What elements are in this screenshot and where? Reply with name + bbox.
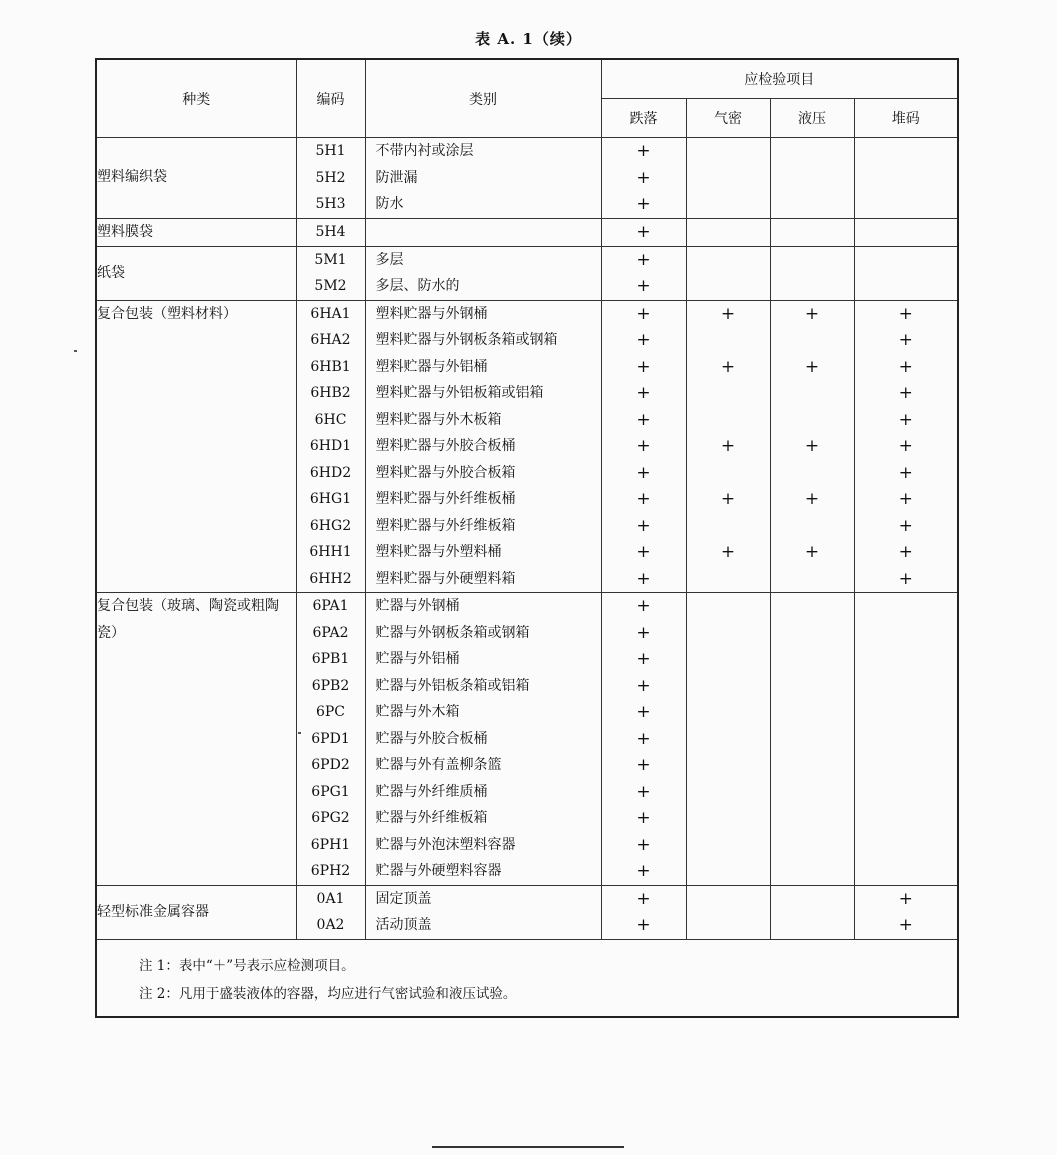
code-value: 0A1 bbox=[316, 890, 345, 907]
test-mark bbox=[855, 593, 958, 620]
kind-cell: 复合包装（玻璃、陶瓷或粗陶瓷） bbox=[96, 593, 296, 886]
group-row bbox=[96, 246, 958, 300]
test-mark bbox=[771, 327, 854, 354]
test-hydraulic-cell bbox=[770, 885, 854, 939]
category-value: 贮器与外钢桶 bbox=[375, 598, 460, 614]
group-row bbox=[96, 593, 958, 886]
test-mark bbox=[687, 380, 770, 407]
category-value: 塑料贮器与外纤维板桶 bbox=[375, 491, 516, 507]
code-cell bbox=[296, 246, 365, 300]
test-mark: + bbox=[636, 249, 651, 270]
test-mark bbox=[855, 832, 958, 859]
test-mark bbox=[771, 912, 854, 939]
test-mark: + bbox=[636, 462, 651, 483]
test-mark bbox=[687, 407, 770, 434]
category-value: 塑料贮器与外纤维板箱 bbox=[375, 517, 516, 534]
test-mark: + bbox=[636, 167, 651, 188]
code-value: 6PB1 bbox=[311, 651, 350, 667]
category-value bbox=[366, 219, 601, 246]
code-cell bbox=[296, 218, 365, 246]
test-mark: + bbox=[636, 436, 651, 456]
code-value: 6HD1 bbox=[309, 438, 352, 454]
test-mark bbox=[855, 138, 958, 165]
test-mark bbox=[855, 752, 958, 779]
category-value: 塑料贮器与外胶合板箱 bbox=[375, 464, 516, 481]
category-value: 多层、防水的 bbox=[375, 278, 460, 294]
test-drop-cell bbox=[601, 218, 686, 246]
table-title: 表 A. 1（续） bbox=[475, 30, 582, 48]
test-mark: + bbox=[804, 542, 820, 562]
test-mark bbox=[855, 726, 958, 753]
test-mark: + bbox=[898, 489, 913, 509]
test-mark bbox=[687, 566, 770, 593]
test-mark bbox=[687, 273, 770, 300]
test-mark bbox=[771, 593, 854, 620]
test-mark: + bbox=[898, 330, 913, 350]
header-category: 类别 bbox=[365, 59, 601, 138]
test-drop-cell bbox=[601, 246, 686, 300]
code-value: 6PD2 bbox=[311, 757, 350, 773]
code-cell bbox=[296, 885, 365, 939]
kind-cell: 塑料编织袋 bbox=[96, 138, 296, 219]
test-mark bbox=[771, 858, 854, 885]
category-value: 防泄漏 bbox=[375, 169, 418, 186]
test-mark bbox=[855, 646, 958, 673]
test-mark: + bbox=[636, 702, 651, 722]
table-body bbox=[96, 138, 958, 940]
test-mark: + bbox=[636, 888, 651, 909]
test-mark bbox=[687, 726, 770, 753]
test-mark bbox=[771, 673, 854, 700]
test-mark bbox=[855, 805, 958, 832]
category-value: 贮器与外木箱 bbox=[375, 704, 460, 720]
test-airtight-cell bbox=[686, 138, 770, 219]
test-stacking-cell bbox=[854, 885, 958, 939]
test-mark: + bbox=[636, 356, 651, 377]
category-value: 防水 bbox=[375, 196, 404, 212]
test-mark bbox=[855, 673, 958, 700]
code-value: 6HB1 bbox=[310, 358, 351, 375]
kind-cell: 复合包装（塑料材料） bbox=[96, 300, 296, 593]
kind-cell: 纸袋 bbox=[96, 246, 296, 300]
test-mark bbox=[687, 805, 770, 832]
code-value: 6HC bbox=[314, 411, 347, 428]
test-mark: + bbox=[720, 356, 736, 377]
test-mark bbox=[771, 460, 854, 487]
test-mark bbox=[771, 191, 854, 218]
test-mark: + bbox=[898, 436, 913, 456]
test-mark bbox=[687, 327, 770, 354]
test-mark bbox=[855, 273, 958, 300]
category-value: 固定顶盖 bbox=[375, 890, 432, 907]
test-mark bbox=[771, 646, 854, 673]
test-mark bbox=[771, 620, 854, 647]
test-mark bbox=[687, 646, 770, 673]
group-row bbox=[96, 218, 958, 246]
category-value: 多层 bbox=[375, 251, 404, 268]
test-drop-cell bbox=[601, 593, 686, 886]
code-value: 6HB2 bbox=[310, 385, 351, 401]
test-mark bbox=[855, 165, 958, 192]
test-mark: + bbox=[898, 515, 913, 536]
test-mark: + bbox=[804, 436, 820, 456]
code-value: 6PD1 bbox=[311, 730, 350, 747]
note-2: 注 2：凡用于盛装液体的容器，均应进行气密试验和液压试验。 bbox=[139, 985, 517, 1002]
test-drop-cell bbox=[601, 138, 686, 219]
code-value: 5H3 bbox=[315, 196, 346, 212]
test-mark: + bbox=[898, 915, 913, 935]
test-airtight-cell bbox=[686, 246, 770, 300]
test-mark: + bbox=[898, 383, 913, 403]
test-mark bbox=[687, 165, 770, 192]
header-test-hydraulic: 液压 bbox=[770, 99, 854, 138]
category-value: 贮器与外有盖柳条篮 bbox=[375, 757, 502, 773]
test-mark: + bbox=[804, 303, 820, 324]
header-tests-group: 应检验项目 bbox=[601, 59, 958, 99]
code-cell bbox=[296, 593, 365, 886]
test-mark: + bbox=[636, 675, 651, 696]
category-value: 贮器与外铝板条箱或铝箱 bbox=[375, 677, 530, 694]
test-mark bbox=[687, 219, 770, 246]
kind-cell: 轻型标准金属容器 bbox=[96, 885, 296, 939]
test-mark: + bbox=[636, 755, 651, 775]
test-airtight-cell bbox=[686, 218, 770, 246]
test-mark: + bbox=[636, 489, 651, 509]
test-mark: + bbox=[636, 409, 651, 430]
test-mark: + bbox=[720, 436, 736, 456]
code-value: 6PG2 bbox=[311, 810, 350, 826]
test-mark: + bbox=[804, 356, 820, 377]
test-mark: + bbox=[636, 568, 651, 589]
test-mark: + bbox=[636, 515, 651, 536]
test-drop-cell bbox=[601, 300, 686, 593]
test-mark bbox=[855, 699, 958, 726]
code-value: 0A2 bbox=[316, 917, 345, 933]
test-mark bbox=[687, 620, 770, 647]
test-mark bbox=[687, 752, 770, 779]
category-cell bbox=[365, 138, 601, 219]
test-mark bbox=[771, 380, 854, 407]
group-row bbox=[96, 300, 958, 593]
test-mark bbox=[771, 247, 854, 274]
test-mark bbox=[771, 566, 854, 593]
header-code: 编码 bbox=[296, 59, 365, 138]
test-mark bbox=[855, 858, 958, 885]
category-value: 塑料贮器与外木板箱 bbox=[375, 411, 502, 428]
test-mark: + bbox=[804, 489, 820, 509]
test-mark: + bbox=[636, 861, 651, 881]
test-stacking-cell bbox=[854, 218, 958, 246]
header-test-airtight: 气密 bbox=[686, 99, 770, 138]
category-value: 贮器与外纤维板箱 bbox=[375, 810, 488, 826]
test-mark bbox=[771, 832, 854, 859]
test-mark: + bbox=[898, 542, 913, 562]
test-mark bbox=[687, 673, 770, 700]
test-mark: + bbox=[898, 568, 913, 589]
test-mark: + bbox=[898, 888, 913, 909]
test-mark: + bbox=[636, 915, 651, 935]
code-value: 6PG1 bbox=[311, 783, 350, 800]
notes-cell bbox=[96, 939, 958, 1017]
code-cell bbox=[296, 300, 365, 593]
code-value: 6HA2 bbox=[310, 332, 351, 348]
category-value: 塑料贮器与外钢板条箱或钢箱 bbox=[375, 332, 558, 348]
test-mark: + bbox=[636, 303, 651, 324]
test-mark bbox=[771, 219, 854, 246]
test-mark bbox=[855, 247, 958, 274]
test-mark: + bbox=[898, 356, 913, 377]
code-value: 6PB2 bbox=[311, 677, 350, 694]
category-cell bbox=[365, 300, 601, 593]
test-mark: + bbox=[636, 649, 651, 669]
code-value: 6PA1 bbox=[312, 598, 349, 614]
test-mark bbox=[771, 726, 854, 753]
test-mark bbox=[771, 752, 854, 779]
test-mark bbox=[855, 779, 958, 806]
group-row bbox=[96, 885, 958, 939]
test-mark: + bbox=[636, 622, 651, 643]
test-mark bbox=[687, 912, 770, 939]
test-mark bbox=[771, 513, 854, 540]
test-airtight-cell bbox=[686, 885, 770, 939]
code-value: 6HH2 bbox=[309, 570, 352, 587]
test-mark bbox=[687, 191, 770, 218]
test-mark: + bbox=[636, 141, 651, 161]
code-value: 6HG2 bbox=[309, 517, 352, 534]
test-mark bbox=[687, 593, 770, 620]
test-mark: + bbox=[636, 596, 651, 616]
category-value: 活动顶盖 bbox=[375, 917, 432, 933]
category-value: 贮器与外泡沫塑料容器 bbox=[375, 836, 516, 853]
test-mark bbox=[687, 832, 770, 859]
test-mark: + bbox=[636, 834, 651, 855]
test-hydraulic-cell bbox=[770, 246, 854, 300]
test-airtight-cell bbox=[686, 300, 770, 593]
group-row bbox=[96, 138, 958, 219]
code-cell bbox=[296, 138, 365, 219]
header-kind: 种类 bbox=[96, 59, 296, 138]
test-mark bbox=[687, 513, 770, 540]
category-value: 贮器与外硬塑料容器 bbox=[375, 863, 502, 879]
test-drop-cell bbox=[601, 885, 686, 939]
code-value: 6PH1 bbox=[310, 836, 351, 853]
test-stacking-cell bbox=[854, 300, 958, 593]
code-value: 5H1 bbox=[315, 143, 346, 159]
category-value: 贮器与外纤维质桶 bbox=[375, 783, 488, 800]
scan-speck bbox=[298, 732, 301, 734]
code-value: 6PH2 bbox=[310, 863, 351, 879]
test-stacking-cell bbox=[854, 246, 958, 300]
test-mark bbox=[687, 699, 770, 726]
inspection-table bbox=[95, 58, 959, 1018]
test-mark bbox=[771, 273, 854, 300]
header-test-stacking: 堆码 bbox=[854, 99, 958, 138]
test-mark: + bbox=[636, 276, 651, 296]
category-cell bbox=[365, 246, 601, 300]
test-mark bbox=[771, 886, 854, 913]
code-value: 6HH1 bbox=[309, 544, 352, 560]
category-value: 贮器与外铝桶 bbox=[375, 651, 460, 667]
category-value: 塑料贮器与外硬塑料箱 bbox=[375, 570, 516, 587]
category-value: 塑料贮器与外胶合板桶 bbox=[375, 438, 516, 454]
test-hydraulic-cell bbox=[770, 218, 854, 246]
header-test-drop: 跌落 bbox=[601, 99, 686, 138]
test-mark bbox=[687, 247, 770, 274]
code-value: 6HD2 bbox=[309, 464, 352, 481]
category-value: 塑料贮器与外钢桶 bbox=[375, 305, 488, 322]
category-value: 不带内衬或涂层 bbox=[375, 143, 474, 159]
test-mark: + bbox=[636, 808, 651, 828]
code-value: 5H4 bbox=[315, 223, 346, 240]
test-mark: + bbox=[636, 194, 651, 214]
category-value: 塑料贮器与外铝板箱或铝箱 bbox=[375, 385, 544, 401]
code-value: 5M1 bbox=[314, 251, 347, 268]
test-airtight-cell bbox=[686, 593, 770, 886]
test-mark bbox=[855, 219, 958, 246]
test-mark: + bbox=[636, 542, 651, 562]
test-mark: + bbox=[636, 221, 651, 242]
kind-cell: 塑料膜袋 bbox=[96, 218, 296, 246]
test-mark bbox=[771, 699, 854, 726]
test-hydraulic-cell bbox=[770, 300, 854, 593]
test-mark: + bbox=[720, 489, 736, 509]
code-value: 6PC bbox=[315, 704, 346, 720]
scan-speck bbox=[74, 350, 77, 352]
bottom-rule bbox=[432, 1146, 624, 1148]
test-hydraulic-cell bbox=[770, 138, 854, 219]
category-value: 塑料贮器与外铝桶 bbox=[375, 358, 488, 375]
code-value: 6PA2 bbox=[312, 624, 349, 641]
test-mark: + bbox=[636, 383, 651, 403]
test-mark bbox=[687, 886, 770, 913]
test-mark bbox=[771, 138, 854, 165]
test-mark: + bbox=[898, 303, 913, 324]
test-mark bbox=[687, 138, 770, 165]
category-cell bbox=[365, 885, 601, 939]
category-cell bbox=[365, 218, 601, 246]
test-mark: + bbox=[898, 462, 913, 483]
test-mark: + bbox=[636, 781, 651, 802]
test-mark bbox=[771, 407, 854, 434]
test-mark: + bbox=[636, 728, 651, 749]
test-mark: + bbox=[636, 330, 651, 350]
test-mark: + bbox=[720, 542, 736, 562]
test-stacking-cell bbox=[854, 593, 958, 886]
test-mark bbox=[687, 460, 770, 487]
test-mark bbox=[771, 779, 854, 806]
test-mark: + bbox=[720, 303, 736, 324]
test-mark bbox=[855, 191, 958, 218]
test-mark bbox=[855, 620, 958, 647]
category-value: 塑料贮器与外塑料桶 bbox=[375, 544, 502, 560]
test-mark bbox=[771, 165, 854, 192]
test-stacking-cell bbox=[854, 138, 958, 219]
test-hydraulic-cell bbox=[770, 593, 854, 886]
code-value: 5M2 bbox=[314, 278, 347, 294]
category-value: 贮器与外胶合板桶 bbox=[375, 730, 488, 747]
category-value: 贮器与外钢板条箱或钢箱 bbox=[375, 624, 530, 641]
category-cell bbox=[365, 593, 601, 886]
note-1: 注 1：表中“＋”号表示应检测项目。 bbox=[139, 957, 355, 974]
code-value: 5H2 bbox=[315, 169, 346, 186]
code-value: 6HA1 bbox=[310, 305, 351, 322]
test-mark: + bbox=[898, 409, 913, 430]
test-mark bbox=[771, 805, 854, 832]
test-mark bbox=[687, 779, 770, 806]
code-value: 6HG1 bbox=[309, 491, 352, 507]
test-mark bbox=[687, 858, 770, 885]
